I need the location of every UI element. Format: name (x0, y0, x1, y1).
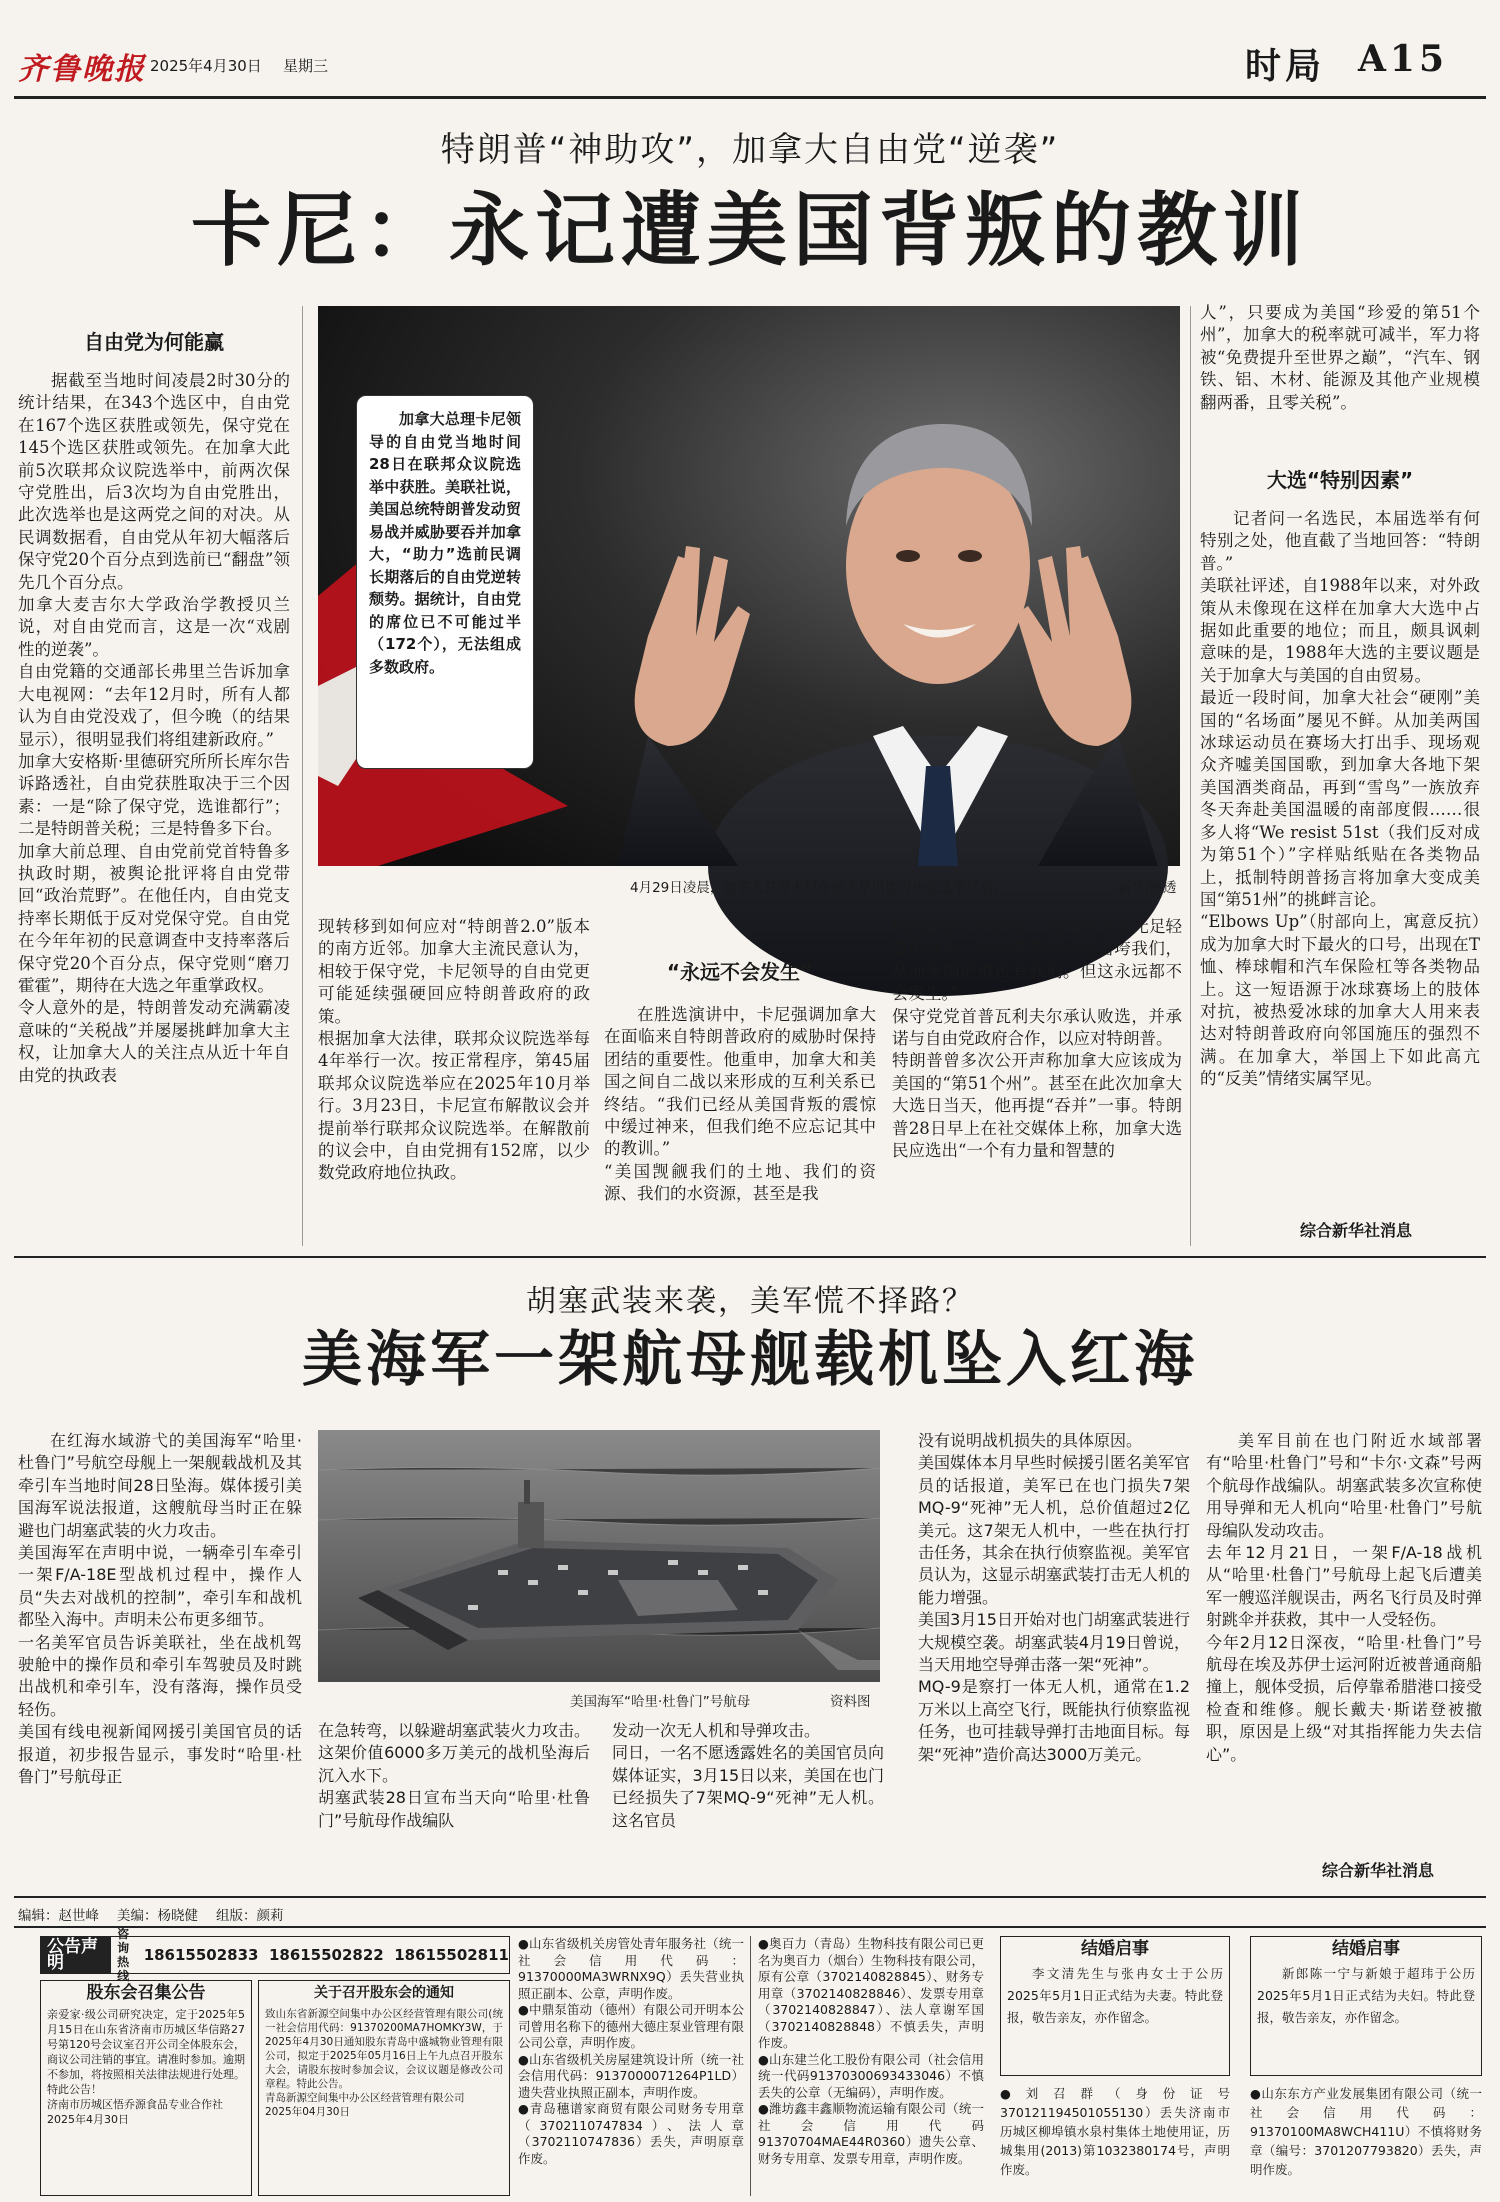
issue-date: 2025年4月30日 (150, 57, 262, 75)
story1-photo-blurb: 加拿大总理卡尼领导的自由党当地时间28日在联邦众议院选举中获胜。美联社说，美国总统特朗普发动贸易战并威胁要吞并加拿大，“助力”选前民调长期落后的自由党逆转颓势。据统计，自由党的席位已不可能过半（172个），无法组成多数政府。 (369, 410, 521, 676)
story2-col5: 美军目前在也门附近水域部署有“哈里·杜鲁门”号和“卡尔·文森”号两个航母作战编队。胡塞武装多次宣称使用导弹和无人机向“哈里·杜鲁门”号航母编队发动攻击。 去年12月21日，一架F/A-18战机从“哈里·杜鲁门”号航母上起飞后遭美军一艘巡洋舰误击，两名飞行员及时弹射跳伞并获救，其中一人受轻伤。 今年2月12日深夜，“哈里·杜鲁门”号航母在埃及苏伊士运河附近被普通商船撞上，舰体受损，后停靠希腊港口接受检查和维修。舰长戴夫·斯诺登被撤职，原因是上级“对其指挥能力失去信心”。 (1206, 1431, 1482, 1764)
story2-source: 综合新华社消息 (1322, 1861, 1435, 1880)
story1-col1: 据截至当地时间凌晨2时30分的统计结果，在343个选区中，自由党在167个选区获胜或领先，保守党在145个选区获胜或领先。在加拿大此前5次联邦众议院选举中，前两次保守党胜出，后3次均为自由党胜出，此次选举也是这两党之间的对决。从民调数据看，自由党从年初大幅落后保守党20个百分点到选前已“翻盘”领先几个百分点。 加拿大麦吉尔大学政治学教授贝兰说，对自由党而言，这是一次“戏剧性的逆袭”。 自由党籍的交通部长弗里兰告诉加拿大电视网：“去年12月时，所有人都认为自由党没戏了，但今晚（的结果显示），很明显我们将组建新政府。” 加拿大安格斯·里德研究所所长库尔告诉路透社，自由党获胜取决于三个因素：一是“除了保守党，选谁都行”；二是特朗普关税；三是特鲁多下台。 加拿大前总理、自由党前党首特鲁多执政时期，被舆论批评将自由党带回“政治荒野”。在他任内，自由党支持率长期低于反对党保守党。自由党在今年年初的民意调查中支持率落后保守党20个百分点，保守党则“磨刀霍霍”，期待在大选之年重掌政权。 令人意外的是，特朗普发动充满霸凌意味的“关税战”并屡屡挑衅加拿大主权，让加拿大人的关注点从近十年自由党的执政表 (18, 371, 290, 1085)
ad-meeting-body: 致山东省新源空间集中办公区经营管理有限公司(统一社会信用代码：91370200MA7HOMKY3W，于2025年4月30日通知股东青岛中盛城物业管理有限公司，拟定于2025年05月16日上午九点召开股东大会，请股东按时参加会议，会议议题是修改公司章程。特此公告。 青岛新源空间集中办公区经营管理有限公司 2025年04月30日 (265, 2008, 503, 2118)
credit-layout: 组版：颜莉 (216, 1908, 284, 1924)
story2-photo (318, 1430, 880, 1682)
ad-wedding-2-notice: ●山东东方产业发展集团有限公司（统一社会信用代码：91370100MA8WCH411U）不慎将财务章（编号：3701207793820）丢失，声明作废。 (1250, 2086, 1482, 2177)
story1-col5b: 记者问一名选民，本届选举有何特别之处，他直截了当地回答：“特朗普。” 美联社评述，自1988年以来，对外政策从未像现在这样在加拿大大选中占据如此重要的地位；而且，颇具讽刺意味的是，1988年大选的主要议题是关于加拿大与美国的自由贸易。 最近一段时间，加拿大社会“硬刚”美国的“名场面”屡见不鲜。从加美两国冰球运动员在赛场大打出手、现场观众齐嘘美国国歌，到加拿大各地下架美国酒类商品，再到“雪鸟”一族放弃冬天奔赴美国温暖的南部度假……很多人将“We resist 51st（我们反对成为第51个）”字样贴纸贴在各类物品上，抵制特朗普扬言将加拿大变成美国“第51州”的挑衅言论。 “Elbows Up”（肘部向上，寓意反抗）成为加拿大时下最火的口号，出现在T恤、棒球帽和汽车保险杠等各类物品上。这一短语源于冰球赛场上的肢体对抗，被热爱冰球的加拿大人用来表达对特朗普政府向邻国施压的强烈不满。在加拿大，举国上下如此高亢的“反美”情绪实属罕见。 (1200, 509, 1480, 1089)
story2-headline: 美海军一架航母舰载机坠入红海 (302, 1325, 1198, 1395)
issue-weekday: 星期三 (283, 57, 329, 75)
ad-divider (750, 1936, 751, 2196)
story1-photo-credit: 新华/路透 (1118, 880, 1177, 896)
ad-wedding-1-title: 结婚启事 (1081, 1939, 1149, 1959)
ad-list-2: ●奥百力（青岛）生物科技有限公司已更名为奥百力（烟台）生物科技有限公司，原有公章（3702140828845）、财务专用章（3702140828846）、发票专用章（3702140828847）、法人章谢军国（3702140828848）不慎丢失，声明作废。 ●山东建兰化工股份有限公司（社会信用统一代码91370300693433046）不慎丢失的公章（无编码），声明作废。 ●潍坊鑫丰鑫顺物流运输有限公司（统一社会信用代码91370704MAE44R0360）遗失公章、财务专用章、发票专用章，声明作废。 (758, 1936, 984, 2166)
ad-wedding-2-title: 结婚启事 (1332, 1939, 1400, 1959)
credits-rule (14, 1896, 1486, 1898)
story1-col4: 们的国家。”卡尼说，“这些可不是无足轻重的威胁。特朗普总统试图击垮我们，从而美国能够占有我们。但这永远都不会发生。” 保守党党首普瓦利夫尔承认败选，并承诺与自由党政府合作，以应对特朗普。 特朗普曾多次公开声称加拿大应该成为美国的“第51个州”。甚至在此次加拿大大选日当天，他再提“吞并”一事。特朗普28日早上在社交媒体上称，加拿大选民应选出“一个有力量和智慧的 (892, 917, 1182, 1161)
story1-col3: 在胜选演讲中，卡尼强调加拿大在面临来自特朗普政府的威胁时保持团结的重要性。他重申，加拿大和美国之间自二战以来形成的互利关系已终结。“我们已经从美国背叛的震惊中缓过神来，但我们绝不应忘记其中的教训。” “美国觊觎我们的土地、我们的资源、我们的水资源，甚至是我 (604, 1005, 876, 1204)
story2-kicker: 胡塞武装来袭，美军慌不择路？ (526, 1284, 974, 1319)
header-rule (14, 96, 1486, 99)
ad-banner-hotline: 咨询 热线 (117, 1927, 130, 1983)
page-number: A15 (1358, 38, 1449, 80)
ad-banner (40, 1927, 510, 1983)
aircraft-carrier-photo-illustration (318, 1430, 880, 1682)
ad-wedding-1 (1000, 1936, 1230, 2076)
story1-col5a: 人”，只要成为美国“珍爱的第51个州”，加拿大的税率就可减半，军力将被“免费提升至世界之巅”，“汽车、钢铁、铝、木材、能源及其他产业规模翻两番，且零关税”。 (1200, 303, 1480, 412)
ad-meeting-title: 关于召开股东会的通知 (314, 1985, 454, 2001)
ad-shareholder-title: 股东会召集公告 (86, 1983, 206, 2003)
ad-banner-phones: 18615502833 18615502822 18615502811 (143, 1946, 509, 1964)
story1-photo-textbox (356, 395, 534, 769)
story1-photo-caption: 4月29日凌晨，加拿大总理卡尼在渥太华出席自由党选举活动。 (630, 880, 1007, 896)
ad-meeting (258, 1980, 510, 2196)
credit-editor: 编辑：赵世峰 (18, 1908, 99, 1924)
masthead-logo: 齐鲁晚报 (18, 52, 146, 87)
ads-top-rule (14, 1926, 1486, 1928)
story1-kicker: 特朗普“神助攻”，加拿大自由党“逆袭” (440, 130, 1060, 170)
ad-wedding-2-body: 新郎陈一宁与新娘于超玮于公历2025年5月1日正式结为夫妇。特此登报，敬告亲友，亦作留念。 (1257, 1966, 1475, 2025)
story2-photo-credit: 资料图 (830, 1694, 871, 1710)
ad-shareholder-body: 亲爱家·级公司研究决定，定于2025年5月15日在山东省济南市历城区华信路27号第120号会议室召开公司全体股东会，商议公司注销的事宜。请准时参加。逾期不参加，将按照相关法律法规进行处理。特此公告！ 济南市历城区悟乔源食品专业合作社 2025年4月30日 (47, 2008, 245, 2126)
story1-source: 综合新华社消息 (1300, 1221, 1413, 1240)
section-name: 时局 (1245, 45, 1326, 87)
story2-photo-caption: 美国海军“哈里·杜鲁门”号航母 (570, 1694, 751, 1710)
story2-col1: 在红海水域游弋的美国海军“哈里·杜鲁门”号航空母舰上一架舰载战机及其牵引车当地时间28日坠海。媒体援引美国海军说法报道，这艘航母当时正在躲避也门胡塞武装的火力攻击。 美国海军在声明中说，一辆牵引车牵引一架F/A-18E型战机过程中，操作人员“失去对战机的控制”，牵引车和战机都坠入海中。声明未公布更多细节。 一名美军官员告诉美联社，坐在战机驾驶舱中的操作员和牵引车驾驶员及时跳出战机和牵引车，没有落海，操作员受轻伤。 美国有线电视新闻网援引美国官员的话报道，初步报告显示，事发时“哈里·杜鲁门”号航母正 (18, 1431, 302, 1787)
story2-col2: 在急转弯，以躲避胡塞武装火力攻击。这架价值6000多万美元的战机坠海后沉入水下。 胡塞武装28日宣布当天向“哈里·杜鲁门”号航母作战编队 (318, 1721, 591, 1830)
credits (18, 1904, 284, 1924)
ad-list-1: ●山东省级机关房管处青年服务社（统一社会信用代码：91370000MA3WRNX9Q）丢失营业执照正副本、公章，声明作废。 ●中鼎泵笛动（德州）有限公司开明本公司曾用名称下的德州大德庄泵业管理有限公司公章，声明作废。 ●山东省级机关房屋建筑设计所（统一社会信用代码：9137000071264P1LD）遗失营业执照正副本，声明作废。 ●青岛穗谱家商贸有限公司财务专用章（3702110747834）、法人章（3702110747836）丢失，声明原章作废。 (518, 1936, 744, 2166)
story-separator (14, 1256, 1486, 1258)
story2-col4: 没有说明战机损失的具体原因。 美国媒体本月早些时候援引匿名美军官员的话报道，美军已在也门损失7架MQ-9“死神”无人机，总价值超过2亿美元。这7架无人机中，一些在执行打击任务，其余在执行侦察监视。美军官员认为，这显示胡塞武装打击无人机的能力增强。 美国3月15日开始对也门胡塞武装进行大规模空袭。胡塞武装4月19日曾说，当天用地空导弹击落一架“死神”。 MQ-9是察打一体无人机，通常在1.2万米以上高空飞行，既能执行侦察监视任务，也可挂载导弹打击地面目标。每架“死神”造价高达3000万美元。 (918, 1431, 1191, 1764)
ad-wedding-2 (1250, 1936, 1482, 2076)
story1-subhead-2: “永远不会发生” (666, 960, 814, 984)
ad-wedding-1-body: 李文清先生与张冉女士于公历2025年5月1日正式结为夫妻。特此登报，敬告亲友，亦作留念。 (1007, 1966, 1223, 2025)
ad-shareholder (40, 1980, 252, 2196)
ad-wedding-1-notice: ●刘召群（身份证号370121194501055130）丢失济南市历城区柳埠镇水泉村集体土地使用证，历城集用(2013)第1032380174号，声明作废。 (1000, 2086, 1230, 2177)
story1-col2: 现转移到如何应对“特朗普2.0”版本的南方近邻。加拿大主流民意认为，相较于保守党，卡尼领导的自由党更可能延续强硬回应特朗普政府的政策。 根据加拿大法律，联邦众议院选举每4年举行一次。按正常程序，第45届联邦众议院选举应在2025年10月举行。3月23日，卡尼宣布解散议会并提前举行联邦众议院选举。在解散前的议会中，自由党拥有152席，以少数党政府地位执政。 (318, 917, 590, 1183)
story2-col3: 发动一次无人机和导弹攻击。 同日，一名不愿透露姓名的美国官员向媒体证实，3月15日以来，美国在也门已经损失了7架MQ-9“死神”无人机。这名官员 (612, 1721, 885, 1830)
col-divider (302, 306, 303, 1246)
story1-headline: 卡尼：永记遭美国背叛的教训 (191, 183, 1309, 277)
story1-subhead-1: 自由党为何能赢 (84, 330, 224, 354)
col-divider (1190, 306, 1191, 1246)
credit-art: 美编：杨晓健 (117, 1908, 198, 1924)
ad-banner-label: 公告声明 (41, 1937, 111, 1973)
story1-subhead-3: 大选“特别因素” (1266, 468, 1414, 492)
